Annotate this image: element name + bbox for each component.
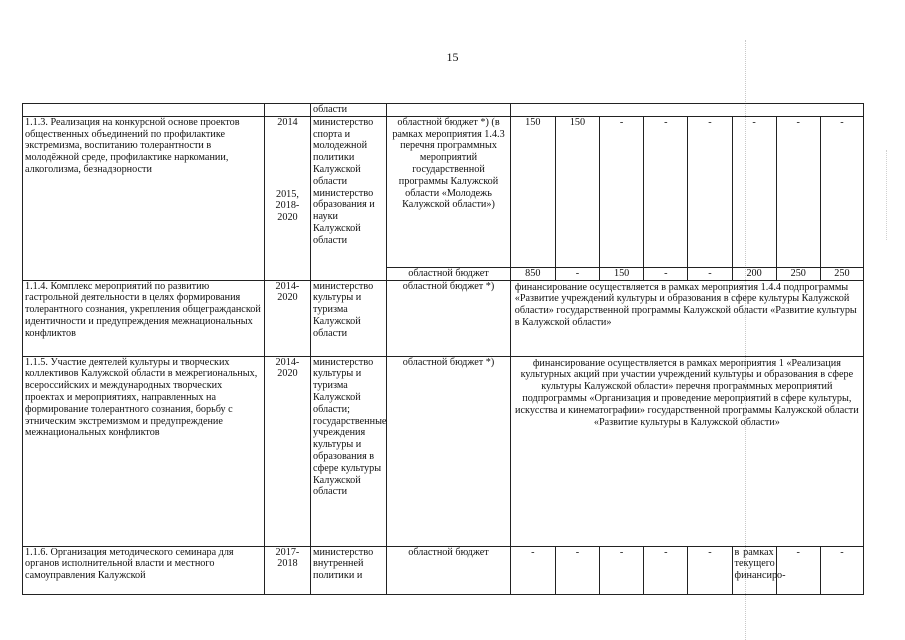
row-1-1-3-val-a-7: - [820, 116, 863, 267]
row-1-1-6-name: 1.1.6. Организация методического семинара для органов исполнительной власти и местного самоуправления Калужской [23, 546, 265, 594]
row-1-1-3-val-b-6: 250 [776, 267, 820, 280]
row-1-1-3-executor-b: министерство образования и науки Калужской области [313, 187, 375, 246]
row-1-1-6-val-1: - [555, 546, 599, 594]
cell-source [387, 104, 510, 117]
row-1-1-3-val-b-4: - [688, 267, 732, 280]
row-1-1-3-val-a-4: - [688, 116, 732, 267]
scan-margin-mark [886, 150, 887, 240]
row-1-1-6-note: в рамках текущего финансиро- [732, 546, 776, 594]
row-1-1-3-years-a: 2014 [277, 116, 298, 128]
row-1-1-6-source: областной бюджет [387, 546, 510, 594]
row-1-1-5-executor: министерство культуры и туризма Калужской области; государственные учреждения культуры и образования в сфере культуры Калужской области [311, 356, 387, 546]
cell-name [23, 104, 265, 117]
row-1-1-6-val-0: - [510, 546, 555, 594]
row-1-1-5-financing: финансирование осуществляется в рамках мероприятия 1 «Реализация культурных акций при участии учреждений культуры и образования в сфере культуры Калужской области» перечня программных мероприятий подпрограммы «Организация и проведение мероприятий в сфере культуры, искусства и кинематографии» государственной программы Калужской области «Развитие культуры в Калужской области» [510, 356, 863, 546]
row-1-1-4-executor: министерство культуры и туризма Калужской области [311, 280, 387, 356]
row-1-1-3-val-b-0: 850 [510, 267, 555, 280]
row-1-1-3-val-b-3: - [644, 267, 688, 280]
row-1-1-3-val-b-7: 250 [820, 267, 863, 280]
row-1-1-3-source-a: областной бюджет *) (в рамках мероприятия 1.4.3 перечня программных мероприятий государственной программы Калужской области «Молодежь Калужской области») [387, 116, 510, 267]
row-1-1-5-name: 1.1.5. Участие деятелей культуры и творческих коллективов Калужской области в межрегиональных, всероссийских и международных творческих проектах и мероприятиях, направленных на формирование толерантного сознания, борьбу с этническим экстремизмом и предупреждение межнациональных конфликтов [23, 356, 265, 546]
row-1-1-3-val-a-0: 150 [510, 116, 555, 267]
row-1-1-4-name: 1.1.4. Комплекс мероприятий по развитию гастрольной деятельности в целях формирования толерантного сознания, укрепления общегражданской идентичности и предупреждения межнациональных конфликтов [23, 280, 265, 356]
table-row-continuation [23, 104, 864, 117]
table-row-1-1-4 [23, 280, 864, 356]
row-1-1-6-val-tail-0: - [776, 546, 820, 594]
row-1-1-3-val-a-3: - [644, 116, 688, 267]
row-1-1-6-val-3: - [644, 546, 688, 594]
row-1-1-3-years-b: 2015, 2018-2020 [275, 188, 300, 224]
row-1-1-3-val-a-5: - [732, 116, 776, 267]
row-1-1-5-years: 2014-2020 [264, 356, 310, 546]
row-1-1-4-financing: финансирование осуществляется в рамках мероприятия 1.4.4 подпрограммы «Развитие учреждений культуры и образования в сфере культуры Калужской области» государственной программы Калужской области «Развитие культуры в Калужской области» [510, 280, 863, 356]
row-1-1-6-executor: министерство внутренней политики и [311, 546, 387, 594]
row-1-1-5-source: областной бюджет *) [387, 356, 510, 546]
cell-financing [510, 104, 863, 117]
row-1-1-6-years: 2017-2018 [264, 546, 310, 594]
row-1-1-6-val-2: - [600, 546, 644, 594]
row-1-1-3-val-a-1: 150 [555, 116, 599, 267]
row-1-1-4-years: 2014-2020 [264, 280, 310, 356]
row-1-1-3-executor [311, 116, 387, 280]
row-1-1-3-years [264, 116, 310, 280]
row-1-1-6-val-4: - [688, 546, 732, 594]
table-row-1-1-6 [23, 546, 864, 594]
row-1-1-3-val-a-6: - [776, 116, 820, 267]
activities-table [22, 103, 864, 595]
cell-executor: области [311, 104, 387, 117]
row-1-1-6-val-tail-1: - [820, 546, 863, 594]
row-1-1-3-executor-a: министерство спорта и молодежной политики Калужской области [313, 116, 374, 187]
row-1-1-3-source-b: областной бюджет [387, 267, 510, 280]
table-row-1-1-5 [23, 356, 864, 546]
page-number: 15 [446, 50, 459, 64]
cell-years [264, 104, 310, 117]
row-1-1-3-name: 1.1.3. Реализация на конкурсной основе проектов общественных объединений по профилактике экстремизма, воспитанию толерантности в молодёжной среде, профилактике наркомании, алкоголизма, безнадзорности [23, 116, 265, 280]
row-1-1-3-val-b-2: 150 [600, 267, 644, 280]
row-1-1-3-val-b-1: - [555, 267, 599, 280]
row-1-1-3-val-a-2: - [600, 116, 644, 267]
table-row-1-1-3 [23, 116, 864, 267]
row-1-1-3-val-b-5: 200 [732, 267, 776, 280]
row-1-1-4-source: областной бюджет *) [387, 280, 510, 356]
